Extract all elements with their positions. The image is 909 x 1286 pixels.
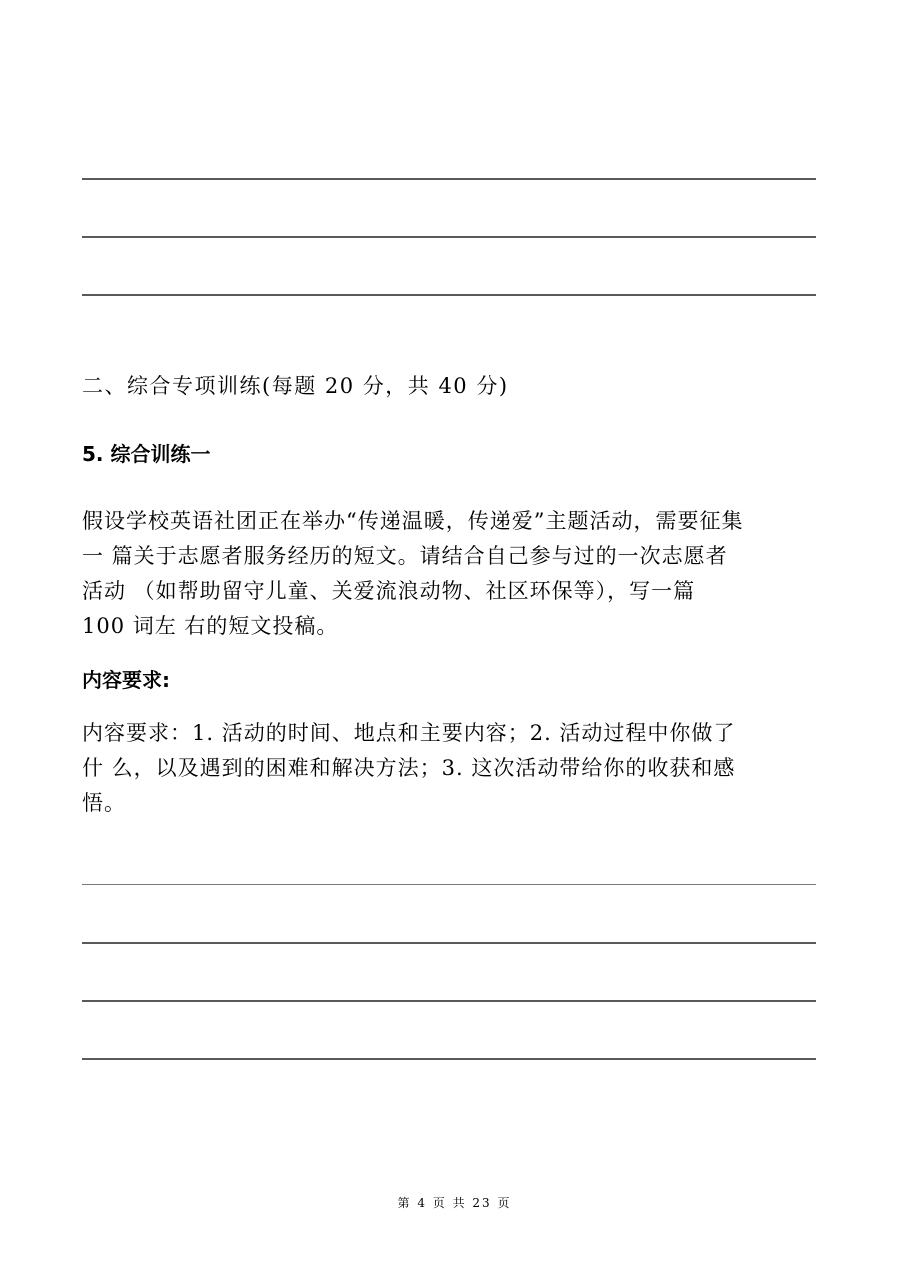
requirements-heading: 内容要求: (82, 668, 170, 692)
answer-line-5 (82, 942, 816, 944)
prompt-line: 活动 （如帮助留守儿童、关爱流浪动物、社区环保等），写一篇 (82, 579, 696, 603)
question-prompt (82, 504, 827, 644)
prompt-line: 一 篇关于志愿者服务经历的短文。请结合自己参与过的一次志愿者 (82, 544, 728, 568)
answer-line-1 (82, 178, 816, 180)
answer-line-3 (82, 294, 816, 296)
page-number: 第 4 页 共 23 页 (397, 1196, 512, 1210)
question-title: 5. 综合训练一 (82, 442, 211, 466)
answer-line-6 (82, 1000, 816, 1002)
prompt-line: 假设学校英语社团正在举办“传递温暖，传递爱”主题活动，需要征集 (82, 509, 744, 533)
prompt-line: 100 词左 右的短文投稿。 (82, 614, 339, 638)
requirements-text (82, 716, 827, 821)
requirements-line: 内容要求：1. 活动的时间、地点和主要内容；2. 活动过程中你做了 (82, 721, 736, 745)
section-title: 二、综合专项训练(每题 20 分，共 40 分) (82, 374, 509, 398)
answer-line-4 (82, 884, 816, 885)
requirements-line: 什 么，以及遇到的困难和解决方法；3. 这次活动带给你的收获和感 (82, 756, 736, 780)
answer-line-2 (82, 236, 816, 238)
requirements-line: 悟。 (82, 791, 126, 815)
answer-line-7 (82, 1058, 816, 1060)
